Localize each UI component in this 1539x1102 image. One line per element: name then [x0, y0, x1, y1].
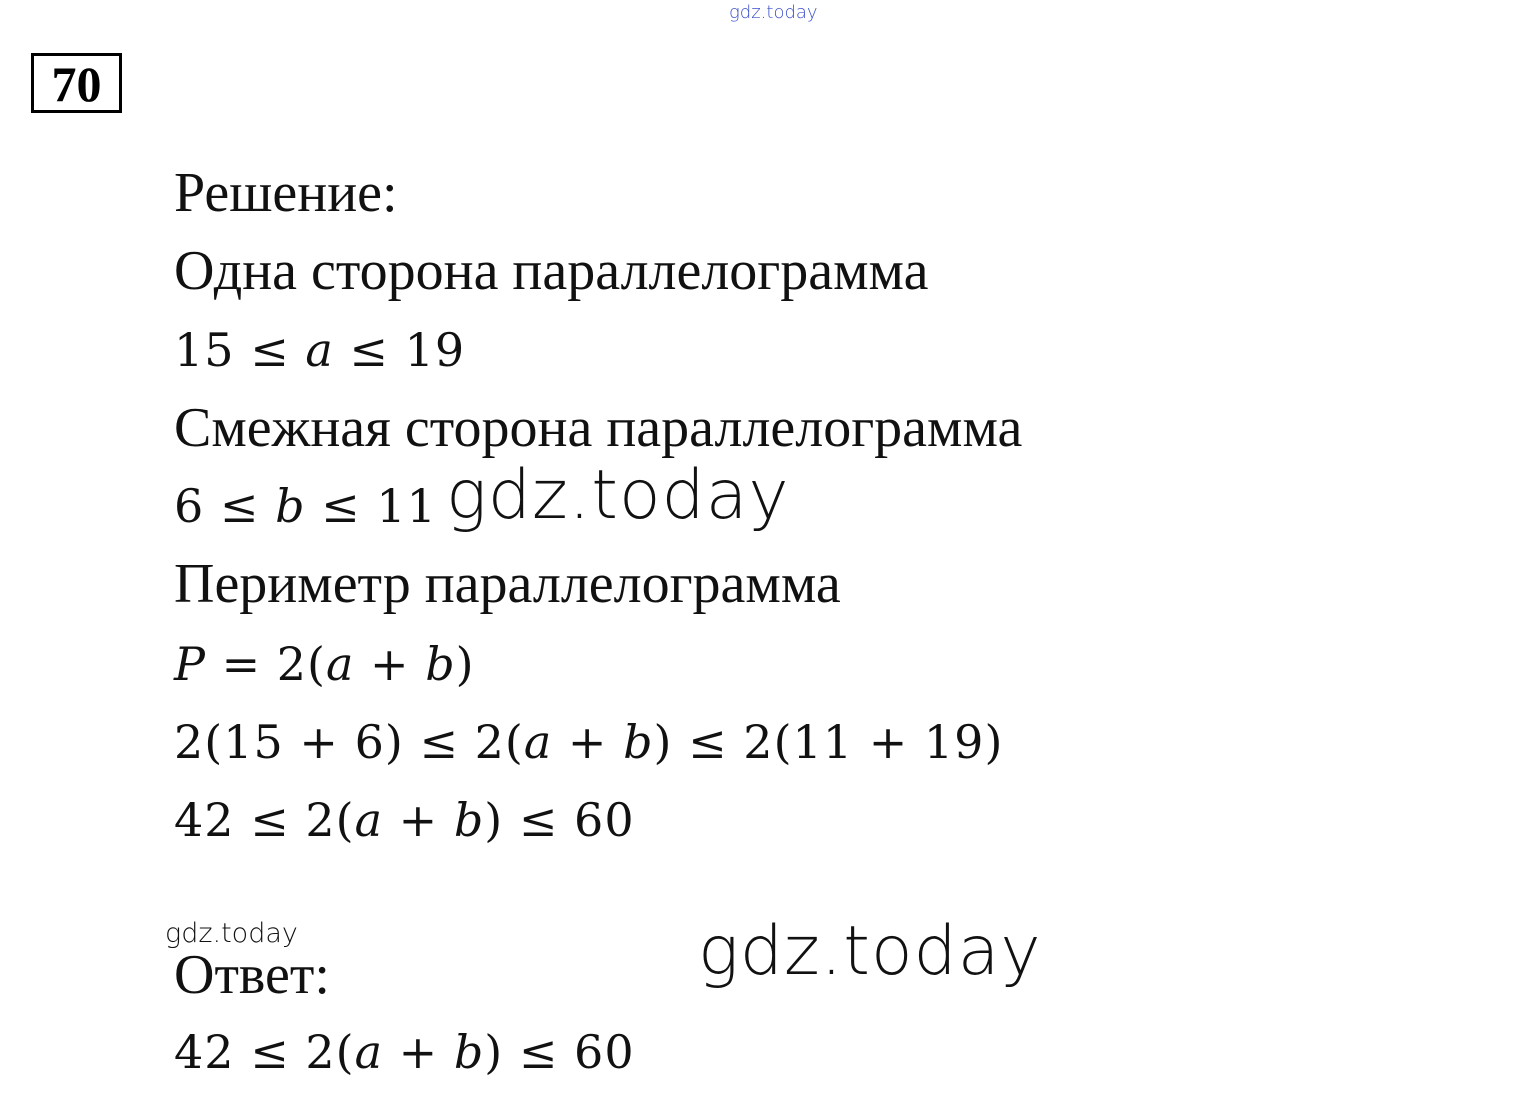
inequality-step-2: 42 ≤ 2(a + b) ≤ 60	[174, 793, 635, 847]
inequality-step-1: 2(15 + 6) ≤ 2(a + b) ≤ 2(11 + 19)	[174, 715, 1004, 769]
watermark-small: gdz.today	[165, 918, 298, 949]
problem-number: 70	[31, 53, 122, 113]
inequality-a: 15 ≤ a ≤ 19	[174, 323, 466, 377]
answer-value: 42 ≤ 2(a + b) ≤ 60	[174, 1025, 635, 1079]
watermark-middle: gdz.today	[446, 456, 790, 535]
solution-heading: Решение:	[174, 162, 398, 224]
answer-heading: Ответ:	[174, 944, 330, 1006]
inequality-b: 6 ≤ b ≤ 11	[174, 479, 437, 533]
perimeter-formula: P = 2(a + b)	[174, 637, 475, 691]
watermark-top: gdz.today	[729, 2, 818, 23]
solution-line-side-a: Одна сторона параллелограмма	[174, 240, 929, 302]
watermark-bottom: gdz.today	[698, 912, 1042, 991]
solution-line-perimeter: Периметр параллелограмма	[174, 553, 841, 615]
solution-line-side-b: Смежная сторона параллелограмма	[174, 397, 1023, 459]
